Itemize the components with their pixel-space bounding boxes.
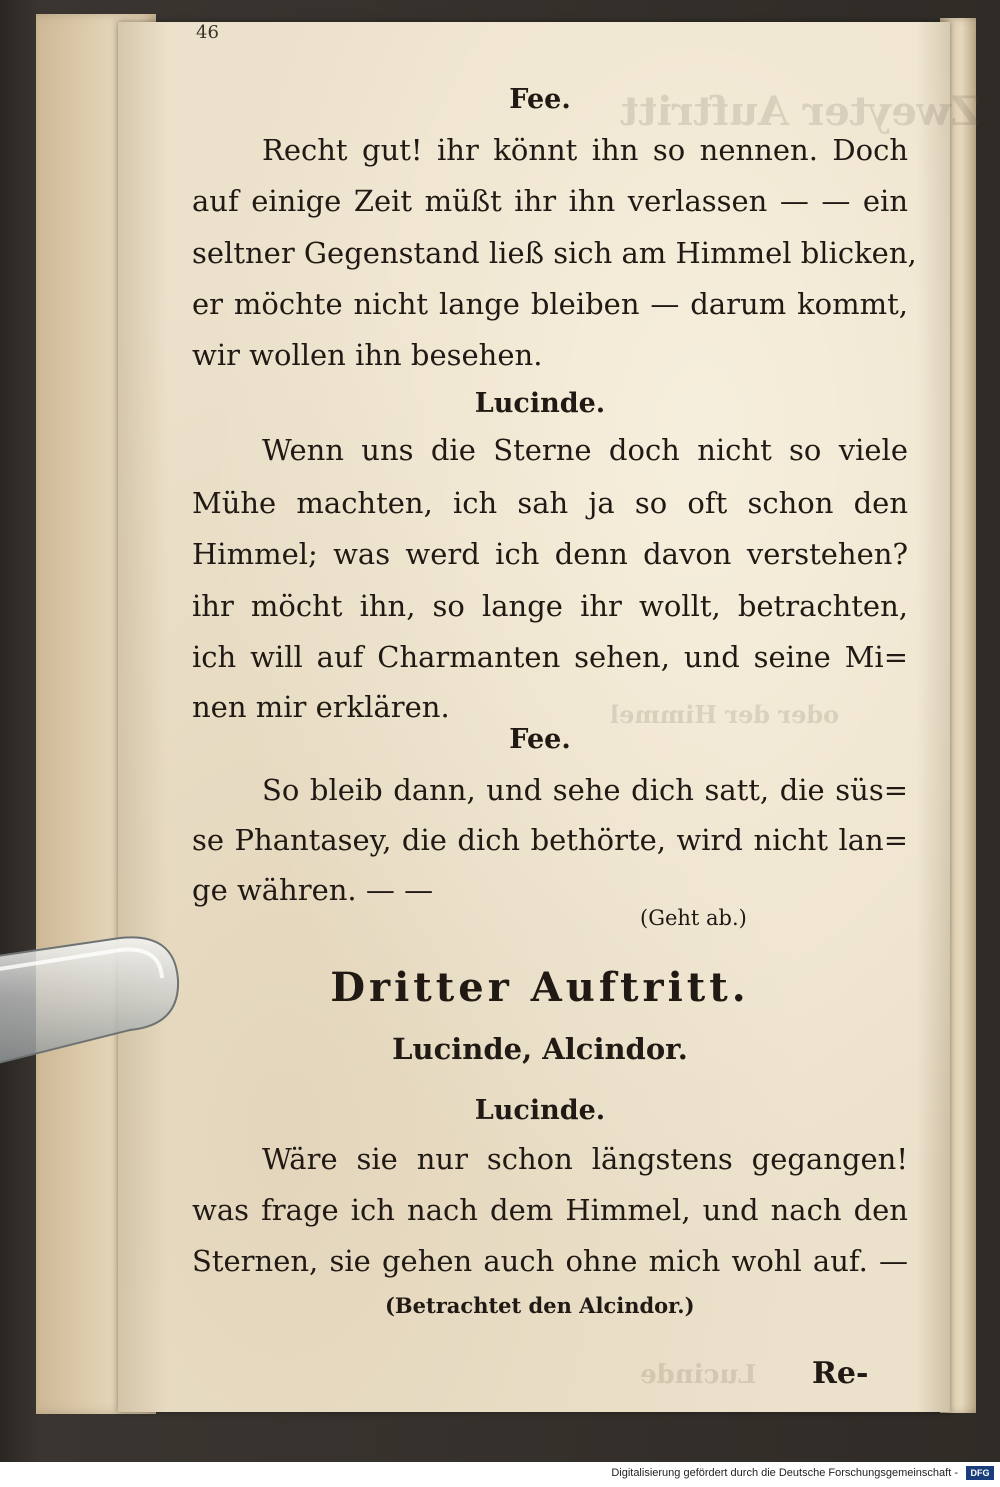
catchword: Re- bbox=[812, 1356, 869, 1391]
speaker-name: Lucinde. bbox=[474, 1095, 606, 1126]
stage-direction: (Geht ab.) bbox=[640, 906, 747, 930]
page-number: 46 bbox=[196, 22, 219, 43]
text-line: er möchte nicht lange bleiben — darum kommt, bbox=[192, 287, 908, 321]
text-line: ge währen. — — bbox=[192, 873, 434, 907]
funding-credit: Digitalisierung gefördert durch die Deutsche Forschungsgemeinschaft - bbox=[611, 1467, 958, 1479]
text-line: Himmel; was werd ich denn davon verstehen? bbox=[192, 537, 908, 571]
text-line: seltner Gegenstand ließ sich am Himmel blicken, bbox=[192, 236, 917, 270]
page-holder-clip bbox=[0, 930, 180, 1080]
text-line: Wenn uns die Sterne doch nicht so viele bbox=[262, 433, 908, 467]
text-line: Recht gut! ihr könnt ihn so nennen. Doch bbox=[262, 133, 908, 167]
dfg-logo-icon: DFG bbox=[966, 1466, 994, 1480]
text-line: se Phantasey, die dich bethörte, wird nicht lan= bbox=[192, 823, 908, 857]
text-line: Wäre sie nur schon längstens gegangen! bbox=[262, 1142, 908, 1176]
text-line: was frage ich nach dem Himmel, und nach den bbox=[192, 1193, 908, 1227]
text-line: Sternen, sie gehen auch ohne mich wohl auf. — bbox=[192, 1244, 908, 1278]
text-line: nen mir erklären. bbox=[192, 690, 450, 724]
speaker-name: Fee. bbox=[509, 84, 571, 115]
footer-bar bbox=[0, 1462, 1000, 1487]
text-line: Mühe machten, ich sah ja so oft schon den bbox=[192, 486, 908, 520]
text-line: auf einige Zeit müßt ihr ihn verlassen — — ein bbox=[192, 184, 908, 218]
speaker-name: Lucinde. bbox=[474, 388, 606, 419]
scene-title: Dritter Auftritt. bbox=[330, 964, 750, 1011]
text-line: ich will auf Charmanten sehen, und seine Mi= bbox=[192, 640, 908, 674]
speaker-name: Fee. bbox=[509, 724, 571, 755]
scene-characters: Lucinde, Alcindor. bbox=[392, 1032, 688, 1066]
text-line: So bleib dann, und sehe dich satt, die süs= bbox=[262, 773, 908, 807]
text-line: ihr möcht ihn, so lange ihr wollt, betrachten, bbox=[192, 589, 908, 623]
stage-direction: (Betrachtet den Alcindor.) bbox=[385, 1293, 695, 1318]
text-line: wir wollen ihn besehen. bbox=[192, 338, 543, 372]
